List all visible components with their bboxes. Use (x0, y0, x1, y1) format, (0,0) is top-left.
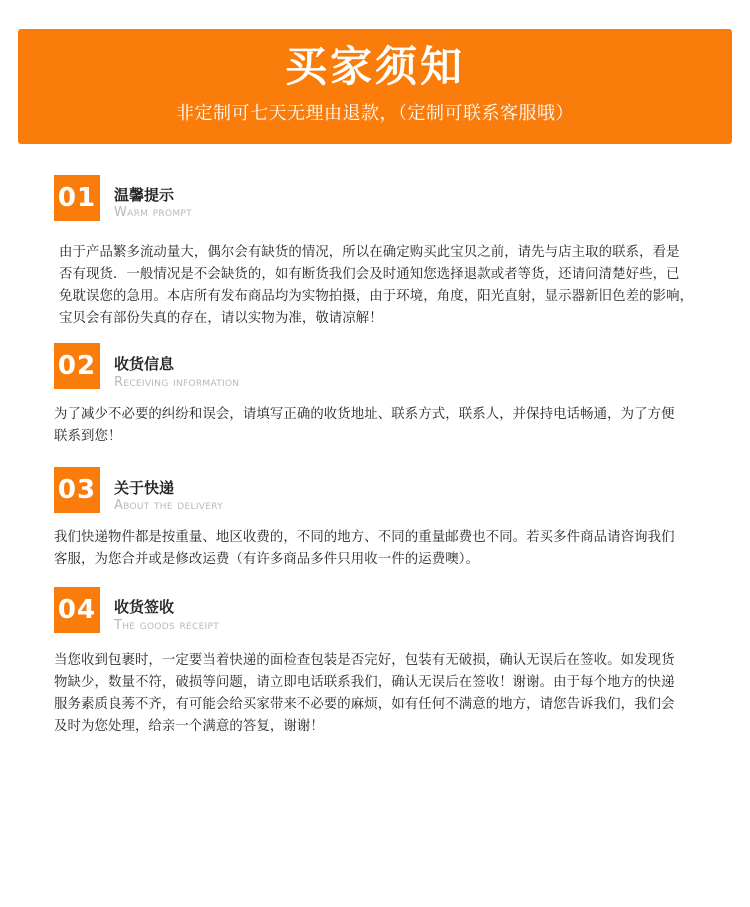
section-number-badge: 01 (54, 175, 100, 221)
section-subtitle: The goods receipt (114, 618, 220, 633)
body-line: 服务素质良莠不齐，有可能会给买家带来不必要的麻烦，如有任何不满意的地方，请您告诉我们，我们会 (54, 697, 675, 712)
banner-title: 买家须知 (284, 42, 465, 91)
section-subtitle: About the delivery (114, 498, 223, 513)
section-subtitle: Receiving information (114, 375, 240, 390)
section-number-badge: 03 (54, 467, 100, 513)
section-title: 收货信息 (114, 355, 175, 373)
notice-banner (18, 29, 732, 144)
section-body (54, 527, 675, 571)
body-line: 宝贝会有部份失真的存在，请以实物为准，敬请凉解！ (59, 311, 383, 326)
section-number-badge: 02 (54, 343, 100, 389)
section-title: 收货签收 (114, 598, 175, 616)
section-body (59, 242, 693, 330)
body-line: 为了减少不必要的纠纷和误会，请填写正确的收货地址、联系方式，联系人，并保持电话畅通，为了方便 (54, 407, 675, 422)
body-line: 客服，为您合并或是修改运费（有许多商品多件只用收一件的运费噢）。 (54, 552, 479, 567)
section-title: 温馨提示 (114, 186, 175, 204)
body-line: 当您收到包裹时，一定要当着快递的面检查包装是否完好，包装有无破损，确认无误后在签收。如发现货 (54, 653, 675, 668)
body-line: 否有现货．一般情况是不会缺货的，如有断货我们会及时通知您选择退款或者等货，还请问清楚好些，已 (59, 267, 680, 282)
section-subtitle: Warm prompt (114, 205, 192, 220)
body-line: 我们快递物件都是按重量、地区收费的，不同的地方、不同的重量邮费也不同。若买多件商品请咨询我们 (54, 530, 675, 545)
section-body (54, 650, 675, 738)
body-line: 物缺少，数量不符，破损等问题，请立即电话联系我们，确认无误后在签收！谢谢。由于每个地方的快递 (54, 675, 675, 690)
body-line: 由于产品繁多流动量大，偶尔会有缺货的情况，所以在确定购买此宝贝之前，请先与店主取的联系，看是 (59, 245, 680, 260)
body-line: 及时为您处理，给亲一个满意的答复，谢谢！ (54, 719, 324, 734)
body-line: 联系到您！ (54, 429, 122, 444)
section-title: 关于快递 (114, 479, 175, 497)
banner-subtitle: 非定制可七天无理由退款，（定制可联系客服哦） (176, 103, 574, 124)
body-line: 免耽误您的急用。本店所有发布商品均为实物拍摄，由于环境，角度，阳光直射，显示器新旧色差的影响， (59, 289, 694, 304)
section-body (54, 404, 675, 448)
section-number-badge: 04 (54, 587, 100, 633)
